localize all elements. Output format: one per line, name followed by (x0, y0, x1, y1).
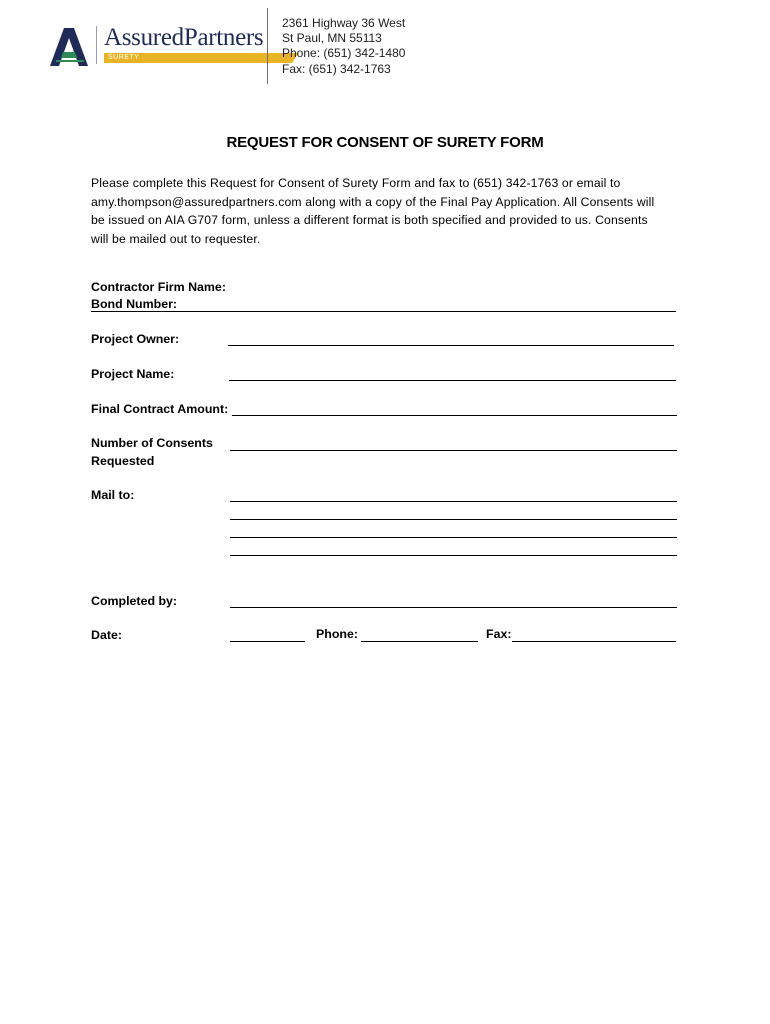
bond-number-label: Bond Number: (91, 297, 178, 311)
completed-by-field[interactable] (230, 607, 677, 608)
mail-to-label: Mail to: (91, 488, 135, 502)
mail-to-field-line-3[interactable] (230, 537, 677, 538)
instructions-line: Please complete this Request for Consent of Surety Form and fax to (651) 342-1763 or email to (91, 176, 621, 190)
address-street: 2361 Highway 36 West (282, 16, 406, 30)
logo-wordmark: AssuredPartners (104, 24, 264, 51)
logo-divider (96, 26, 97, 64)
date-label: Date: (91, 628, 122, 642)
date-field[interactable] (230, 641, 305, 642)
fax-label: Fax: (486, 627, 512, 641)
contractor-bond-number-field[interactable] (91, 311, 676, 312)
instructions-line: be issued on AIA G707 form, unless a different format is both specified and provided to us. Consents (91, 213, 648, 227)
logo-division: SURETY (108, 54, 140, 61)
project-owner-label: Project Owner: (91, 332, 180, 346)
fax-field[interactable] (512, 641, 676, 642)
header-divider (267, 8, 268, 84)
project-owner-field[interactable] (228, 345, 674, 346)
phone-label: Phone: (316, 627, 358, 641)
mail-to-field-line-2[interactable] (230, 519, 677, 520)
instructions-paragraph (91, 174, 691, 248)
number-of-consents-field[interactable] (230, 450, 677, 451)
address-phone: Phone: (651) 342-1480 (282, 46, 406, 61)
instructions-line: amy.thompson@assuredpartners.com along with a copy of the Final Pay Application. All Consents will (91, 194, 655, 209)
instructions-line: will be mailed out to requester. (91, 231, 261, 246)
form-title: REQUEST FOR CONSENT OF SURETY FORM (226, 134, 544, 151)
address-fax: Fax: (651) 342-1763 (282, 61, 391, 76)
final-contract-amount-label: Final Contract Amount: (91, 402, 229, 416)
mail-to-field-line-4[interactable] (230, 555, 677, 556)
mail-to-field-line-1[interactable] (230, 501, 677, 502)
number-of-consents-label-line2: Requested (91, 454, 155, 468)
contractor-firm-name-label: Contractor Firm Name: (91, 280, 226, 294)
address-city: St Paul, MN 55113 (282, 31, 382, 46)
final-contract-amount-field[interactable] (232, 415, 677, 416)
company-address (282, 16, 405, 77)
phone-field[interactable] (361, 641, 478, 642)
project-name-field[interactable] (229, 380, 676, 381)
project-name-label: Project Name: (91, 367, 175, 381)
logo-mark-icon (50, 28, 88, 66)
completed-by-label: Completed by: (91, 594, 178, 608)
number-of-consents-label: Number of Consents (91, 436, 213, 450)
company-logo (50, 22, 264, 72)
